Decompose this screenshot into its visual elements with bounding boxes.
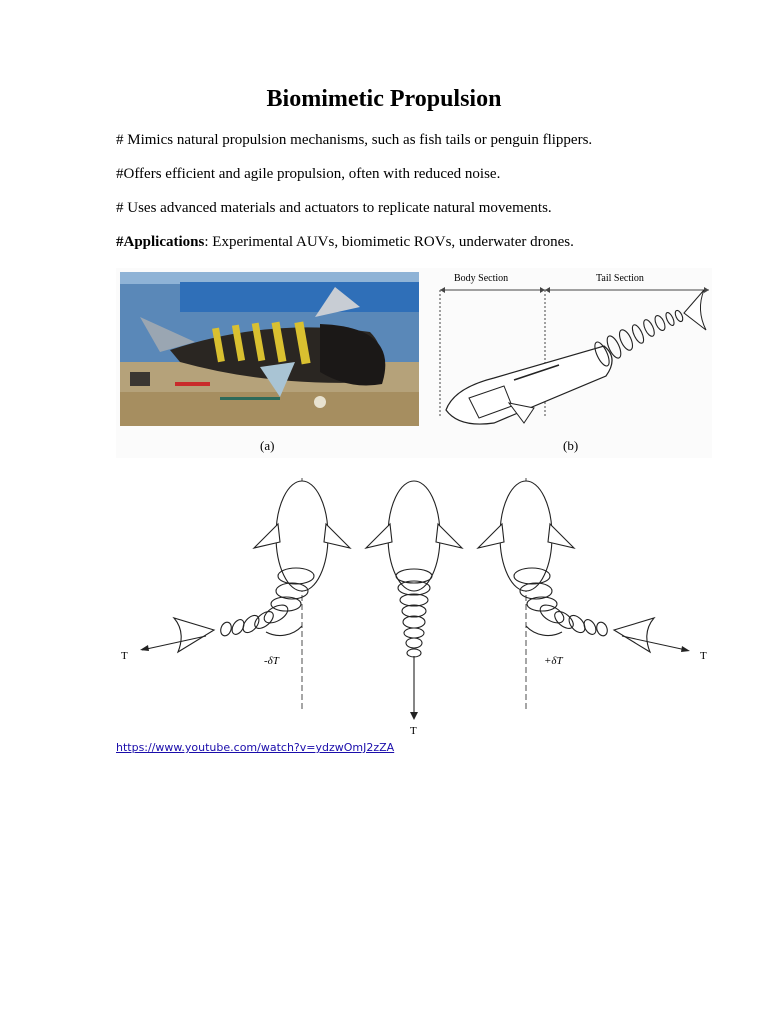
left-thrust-label: T xyxy=(121,650,128,662)
left-angle-label: -δT xyxy=(264,655,279,667)
center-thrust-label: T xyxy=(410,725,417,737)
bullet-efficient: #Offers efficient and agile propulsion, often with reduced noise. xyxy=(116,166,501,182)
figure-robotic-fish xyxy=(116,268,712,458)
applications-paragraph xyxy=(116,232,726,252)
applications-text: : Experimental AUVs, biomimetic ROVs, underwater drones. xyxy=(204,234,574,250)
right-angle-label: +δT xyxy=(544,655,563,667)
caption-b: (b) xyxy=(563,438,579,453)
youtube-link[interactable]: https://www.youtube.com/watch?v=ydzwOmJ2zZA xyxy=(116,741,395,754)
fish-schematic xyxy=(434,268,712,433)
bullet-mimics: # Mimics natural propulsion mechanisms, such as fish tails or penguin flippers. xyxy=(116,132,593,148)
caption-a: (a) xyxy=(260,438,275,453)
applications-label: #Applications xyxy=(116,234,205,250)
bullet-materials: # Uses advanced materials and actuators to replicate natural movements. xyxy=(116,200,552,216)
robotic-fish-photo xyxy=(120,272,419,426)
tail-section-label: Tail Section xyxy=(596,273,644,284)
figure-tail-deflection xyxy=(116,476,716,738)
page-title: Biomimetic Propulsion xyxy=(266,86,502,112)
body-section-label: Body Section xyxy=(454,273,509,284)
right-thrust-label: T xyxy=(700,650,707,662)
